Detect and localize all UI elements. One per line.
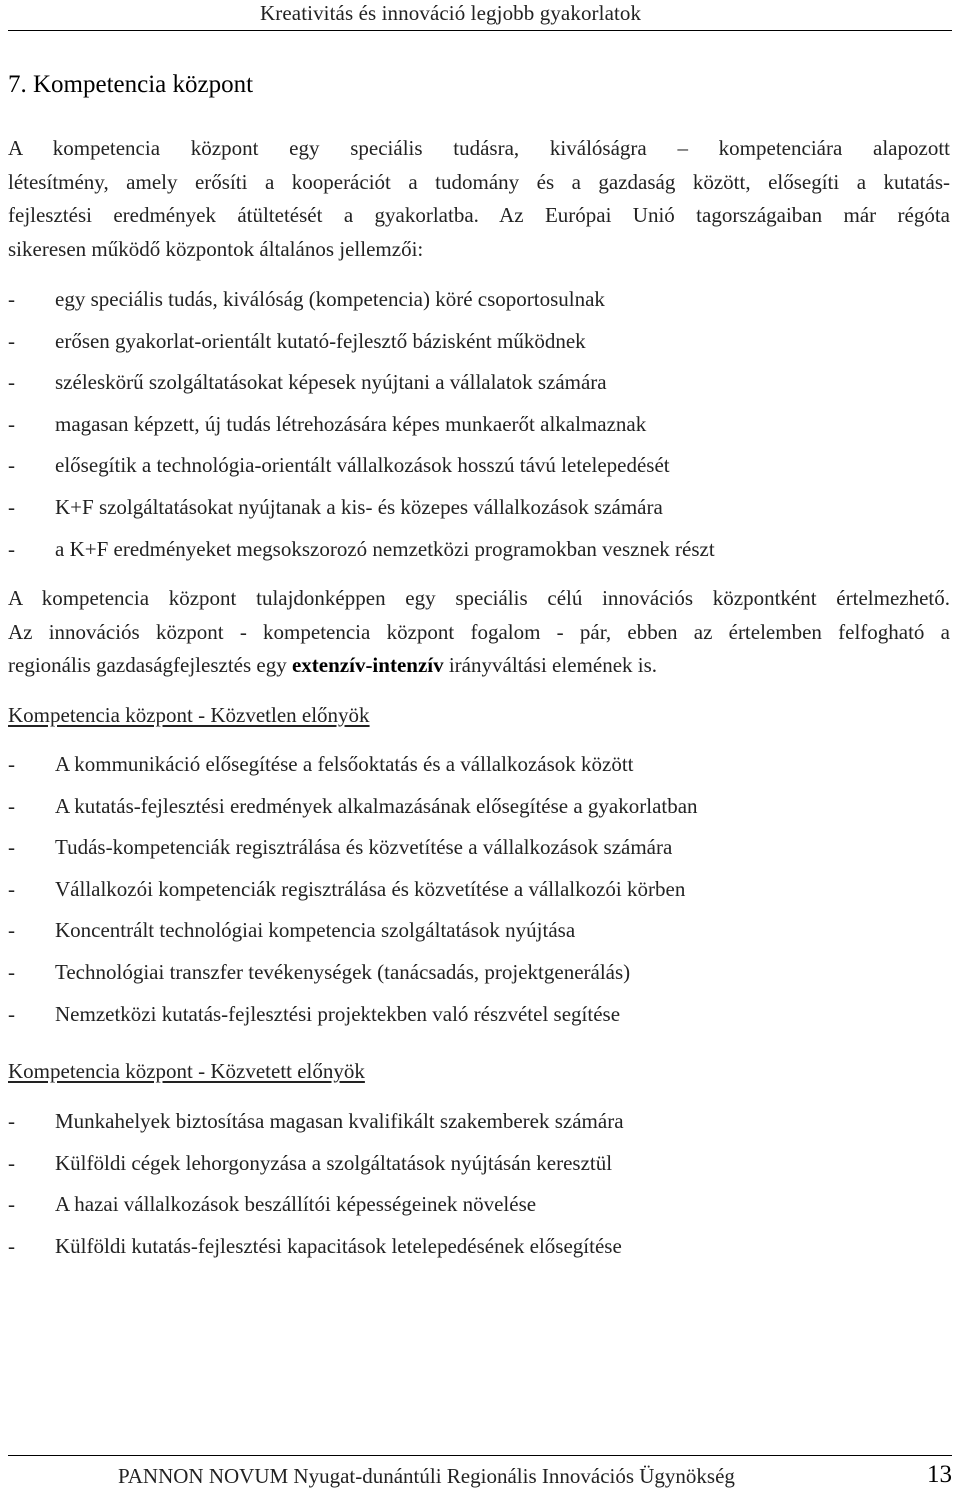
- list-item-text: erősen gyakorlat-orientált kutató-fejlesztő bázisként működnek: [55, 328, 586, 353]
- list-dash: -: [8, 1150, 15, 1175]
- list-dash: -: [8, 835, 15, 860]
- list-item: [8, 832, 950, 874]
- list-item-text: A kommunikáció elősegítése a felsőoktatás és a vállalkozások között: [55, 752, 634, 776]
- features-list: [8, 284, 950, 575]
- emphasis-text: extenzív-intenzív: [291, 653, 444, 678]
- list-dash: -: [8, 328, 15, 353]
- list-item-text: Tudás-kompetenciák regisztrálása és közvetítése a vállalkozások számára: [55, 835, 673, 860]
- list-dash: -: [8, 411, 15, 436]
- list-item: [8, 1148, 950, 1190]
- list-dash: -: [8, 536, 15, 561]
- list-item: [8, 791, 950, 833]
- list-item: [8, 999, 950, 1041]
- direct-benefits-list: [8, 749, 950, 1040]
- list-item: [8, 326, 950, 368]
- list-dash: -: [8, 793, 15, 818]
- header-title: Kreativitás és innováció legjobb gyakorlatok: [260, 1, 642, 25]
- list-item-text: Külföldi kutatás-fejlesztési kapacitások letelepedésének elősegítése: [55, 1233, 622, 1258]
- list-item: [8, 874, 950, 916]
- summary-text: irányváltási elemének is.: [443, 653, 658, 678]
- list-dash: -: [8, 1192, 15, 1217]
- list-item-text: széleskörű szolgáltatásokat képesek nyújtani a vállalatok számára: [55, 370, 607, 395]
- footer-organization: PANNON NOVUM Nyugat-dunántúli Regionális Innovációs Ügynökség: [118, 1464, 735, 1488]
- list-dash: -: [8, 918, 15, 943]
- list-dash: -: [8, 453, 15, 478]
- list-dash: -: [8, 1001, 15, 1026]
- summary-paragraph: [8, 582, 950, 683]
- summary-text: regionális gazdaságfejlesztés egy: [8, 653, 292, 678]
- header-divider: [8, 30, 952, 31]
- list-dash: -: [8, 287, 15, 311]
- intro-line: A kompetencia központ egy speciális tudásra, kiválóságra – kompetenciára alapozott: [8, 136, 950, 160]
- list-item-text: K+F szolgáltatásokat nyújtanak a kis- és közepes vállalkozások számára: [55, 494, 663, 519]
- list-item: [8, 284, 950, 326]
- list-item: [8, 409, 950, 451]
- list-dash: -: [8, 1233, 15, 1258]
- list-dash: -: [8, 876, 15, 901]
- list-item: [8, 1106, 950, 1148]
- list-item: [8, 367, 950, 409]
- intro-line: fejlesztési eredmények átültetését a gyakorlatba. Az Európai Unió tagországaiban már régóta: [8, 203, 950, 228]
- summary-line: Az innovációs központ - kompetencia központ fogalom - pár, ebben az értelemben felfogható a: [8, 619, 950, 644]
- summary-line: [8, 649, 950, 683]
- indirect-benefits-list: [8, 1106, 950, 1272]
- section-title: 7. Kompetencia központ: [8, 71, 254, 98]
- list-item-text: Vállalkozói kompetenciák regisztrálása és közvetítése a vállalkozói körben: [55, 876, 686, 901]
- list-item: [8, 1231, 950, 1273]
- list-item-text: Munkahelyek biztosítása magasan kvalifikált szakemberek számára: [55, 1109, 624, 1133]
- indirect-benefits-heading: Kompetencia központ - Közvetett előnyök: [8, 1059, 365, 1083]
- list-item-text: Nemzetközi kutatás-fejlesztési projektekben való részvétel segítése: [55, 1001, 621, 1026]
- list-item: [8, 450, 950, 492]
- list-item-text: magasan képzett, új tudás létrehozására képes munkaerőt alkalmaznak: [55, 411, 647, 436]
- intro-line: létesítmény, amely erősíti a kooperációt a tudomány és a gazdaság között, elősegíti a kutatás-: [8, 169, 950, 194]
- list-item-text: egy speciális tudás, kiválóság (kompetencia) köré csoportosulnak: [55, 287, 605, 311]
- list-dash: -: [8, 752, 15, 776]
- page-number: 13: [927, 1461, 952, 1488]
- list-dash: -: [8, 959, 15, 984]
- intro-paragraph: [8, 132, 950, 266]
- list-item-text: A hazai vállalkozások beszállítói képességeinek növelése: [55, 1192, 537, 1217]
- list-dash: -: [8, 494, 15, 519]
- page-header: [8, 0, 952, 32]
- direct-benefits-heading: Kompetencia központ - Közvetlen előnyök: [8, 703, 370, 727]
- list-item: [8, 534, 950, 576]
- list-item-text: elősegítik a technológia-orientált vállalkozások hosszú távú letelepedését: [55, 453, 670, 478]
- list-item: [8, 1189, 950, 1231]
- list-dash: -: [8, 370, 15, 395]
- list-item: [8, 957, 950, 999]
- list-item-text: Koncentrált technológiai kompetencia szolgáltatások nyújtása: [55, 918, 576, 943]
- list-item: [8, 492, 950, 534]
- list-dash: -: [8, 1109, 15, 1133]
- intro-line: sikeresen működő központok általános jellemzői:: [8, 236, 424, 261]
- list-item: [8, 915, 950, 957]
- list-item: [8, 749, 950, 791]
- list-item-text: a K+F eredményeket megsokszorozó nemzetközi programokban vesznek részt: [55, 536, 715, 561]
- list-item-text: A kutatás-fejlesztési eredmények alkalmazásának elősegítése a gyakorlatban: [55, 793, 698, 818]
- footer-divider: [8, 1455, 952, 1456]
- list-item-text: Külföldi cégek lehorgonyzása a szolgáltatások nyújtásán keresztül: [55, 1150, 613, 1175]
- summary-line: A kompetencia központ tulajdonképpen egy speciális célú innovációs központként értelmezhető.: [8, 586, 950, 610]
- list-item-text: Technológiai transzfer tevékenységek (tanácsadás, projektgenerálás): [55, 959, 631, 984]
